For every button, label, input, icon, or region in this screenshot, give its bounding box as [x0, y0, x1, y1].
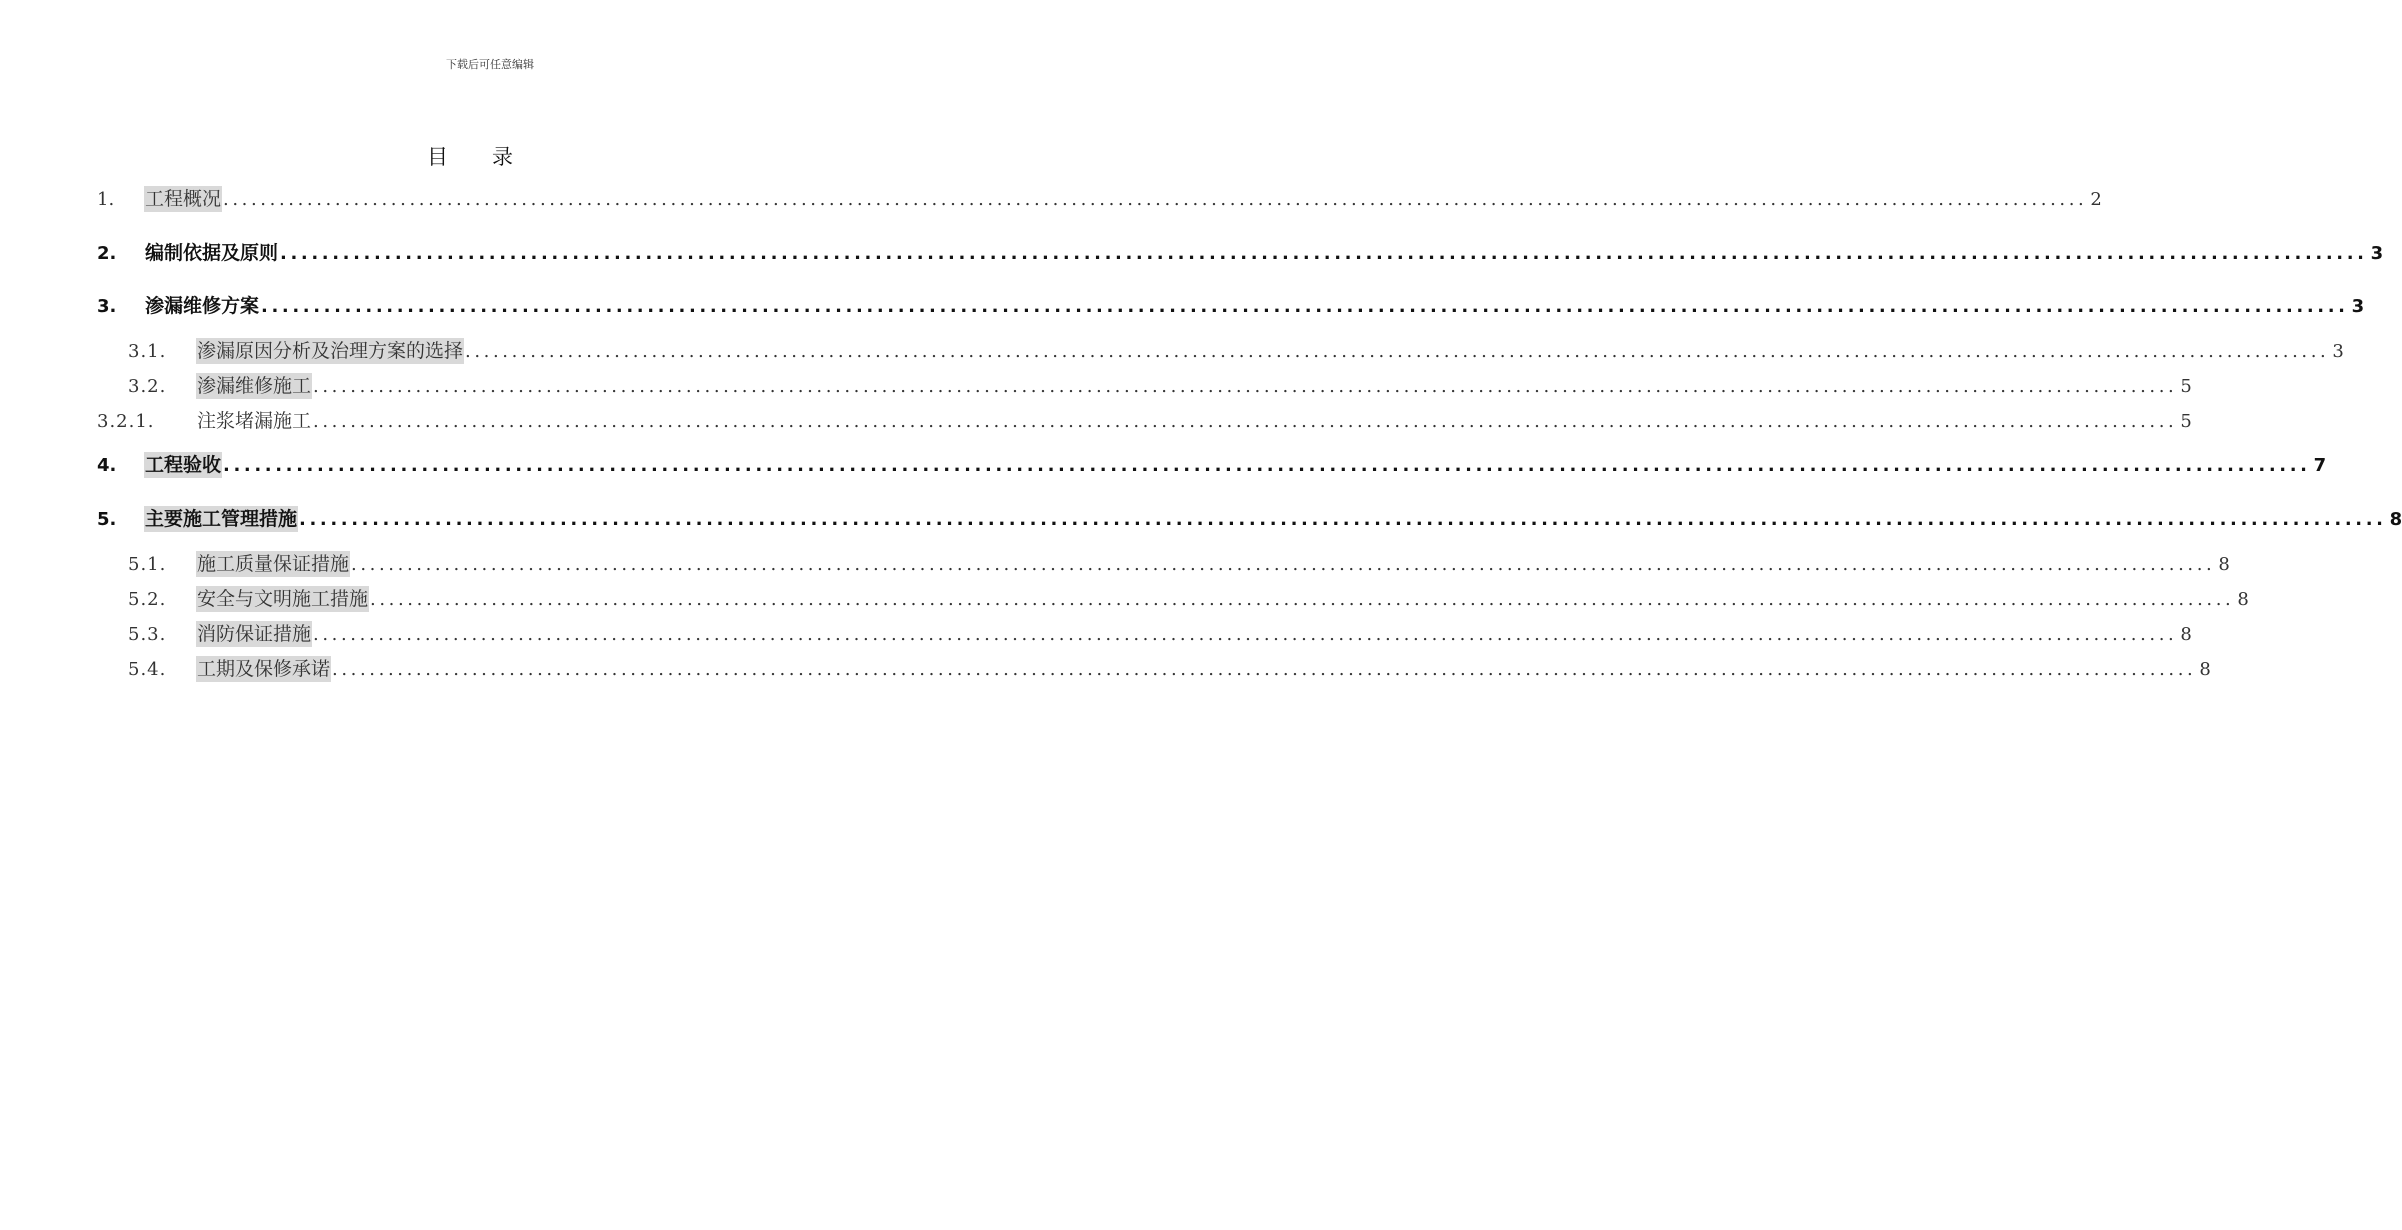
toc-entry-number: 5. — [97, 508, 117, 530]
toc-dot-leader: ........................................................................................................................................................................................................ — [299, 508, 2387, 530]
toc-entry-number: 5.4. — [128, 658, 167, 680]
toc-entry-title[interactable]: 工期及保修承诺 — [197, 658, 331, 680]
toc-entry-page: 3 — [2370, 242, 2384, 264]
toc-entry[interactable] — [97, 292, 2365, 320]
toc-entry[interactable] — [97, 451, 2327, 479]
toc-entry-number: 3.2. — [128, 375, 167, 397]
toc-entry-title[interactable]: 主要施工管理措施 — [145, 508, 298, 530]
toc-dot-leader: ........................................................................................................................................................................................................ — [313, 410, 2178, 432]
toc-entry-page: 7 — [2313, 454, 2327, 476]
toc-entry[interactable] — [97, 407, 2192, 435]
toc-dot-leader: ........................................................................................................................................................................................................ — [465, 340, 2330, 362]
toc-dot-leader: ........................................................................................................................................................................................................ — [332, 658, 2197, 680]
toc-entry-title[interactable]: 注浆堵漏施工 — [197, 410, 312, 432]
toc-dot-leader: ........................................................................................................................................................................................................ — [313, 623, 2178, 645]
toc-entry-title[interactable]: 渗漏维修施工 — [197, 375, 312, 397]
toc-entry-number: 5.1. — [128, 553, 167, 575]
toc-entry-title[interactable]: 施工质量保证措施 — [197, 553, 350, 575]
toc-entry-title[interactable]: 安全与文明施工措施 — [197, 588, 369, 610]
toc-entry-page: 5 — [2180, 375, 2192, 397]
toc-entry-page: 8 — [2199, 658, 2211, 680]
toc-entry-title[interactable]: 工程验收 — [145, 454, 222, 476]
toc-entry-page: 8 — [2237, 588, 2249, 610]
toc-title: 目录 — [427, 145, 557, 169]
toc-entry[interactable] — [97, 239, 2384, 267]
toc-entry-title[interactable]: 编制依据及原则 — [145, 242, 279, 264]
toc-dot-leader: ........................................................................................................................................................................................................ — [370, 588, 2235, 610]
toc-entry[interactable] — [128, 550, 2230, 578]
toc-entry-number: 1. — [97, 188, 115, 210]
toc-entry-page: 2 — [2090, 188, 2102, 210]
toc-entry-number: 4. — [97, 454, 117, 476]
toc-entry-title[interactable]: 渗漏原因分析及治理方案的选择 — [197, 340, 464, 362]
toc-dot-leader: ........................................................................................................................................................................................................ — [280, 242, 2368, 264]
toc-dot-leader: ........................................................................................................................................................................................................ — [313, 375, 2178, 397]
toc-entry[interactable] — [128, 585, 2249, 613]
toc-entry-page: 8 — [2218, 553, 2230, 575]
toc-entry-title[interactable]: 渗漏维修方案 — [145, 295, 260, 317]
toc-entry-page: 8 — [2180, 623, 2192, 645]
toc-entry[interactable] — [128, 620, 2192, 648]
toc-entry-page: 5 — [2180, 410, 2192, 432]
toc-entry-page: 3 — [2351, 295, 2365, 317]
toc-entry-number: 2. — [97, 242, 117, 264]
toc-entry-page: 3 — [2332, 340, 2344, 362]
toc-entry-number: 3. — [97, 295, 117, 317]
toc-dot-leader: ........................................................................................................................................................................................................ — [223, 188, 2088, 210]
toc-entry[interactable] — [97, 505, 2402, 533]
toc-dot-leader: ........................................................................................................................................................................................................ — [223, 454, 2311, 476]
toc-dot-leader: ........................................................................................................................................................................................................ — [351, 553, 2216, 575]
toc-dot-leader: ........................................................................................................................................................................................................ — [261, 295, 2349, 317]
toc-entry-number: 5.3. — [128, 623, 167, 645]
header-note: 下载后可任意编辑 — [446, 58, 534, 71]
toc-entry-title[interactable]: 工程概况 — [145, 188, 222, 210]
toc-entry[interactable] — [97, 185, 2102, 213]
toc-entry-page: 8 — [2389, 508, 2402, 530]
toc-entry[interactable] — [128, 372, 2192, 400]
toc-entry[interactable] — [128, 655, 2211, 683]
toc-entry-number: 5.2. — [128, 588, 167, 610]
toc-entry-number: 3.1. — [128, 340, 167, 362]
toc-entry-number: 3.2.1. — [97, 410, 155, 432]
toc-entry[interactable] — [128, 337, 2344, 365]
toc-entry-title[interactable]: 消防保证措施 — [197, 623, 312, 645]
